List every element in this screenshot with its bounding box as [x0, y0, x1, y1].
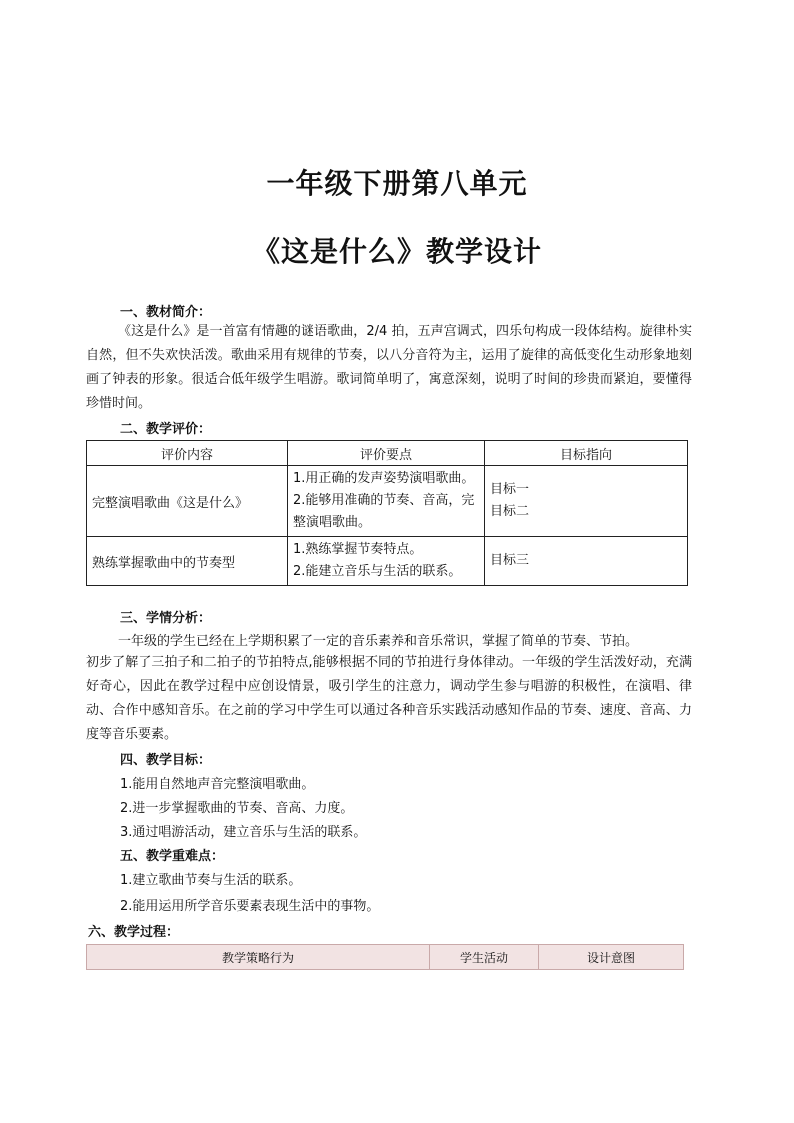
- key-difficulty-item: 2.能用运用所学音乐要素表现生活中的事物。: [120, 899, 380, 914]
- document-title-line2: 《这是什么》教学设计: [251, 235, 542, 268]
- key-difficulty-item: 1.建立歌曲节奏与生活的联系。: [120, 873, 302, 888]
- teaching-goal-item: 3.通过唱游活动，建立音乐与生活的联系。: [120, 825, 367, 840]
- process-header-student-activity: 学生活动: [430, 945, 539, 970]
- evaluation-target: 目标一: [490, 482, 530, 497]
- evaluation-row2-targets: [485, 537, 688, 586]
- section-heading-key-difficulties: 五、教学重难点：: [120, 849, 225, 864]
- section-heading-learner-analysis: 三、学情分析：: [120, 611, 212, 626]
- table-row: [87, 537, 688, 586]
- evaluation-row1-points: [288, 466, 485, 537]
- evaluation-header-points: 评价要点: [288, 441, 485, 466]
- section-heading-evaluation: 二、教学评价：: [120, 422, 212, 437]
- evaluation-row2-points: [288, 537, 485, 586]
- section-heading-teaching-process: 六、教学过程：: [88, 925, 180, 940]
- process-header-strategy: 教学策略行为: [87, 945, 430, 970]
- section-heading-teaching-goals: 四、教学目标：: [120, 753, 212, 768]
- evaluation-point: 2.能建立音乐与生活的联系。: [293, 564, 462, 579]
- evaluation-table: [86, 440, 688, 586]
- evaluation-row2-content: 熟练掌握歌曲中的节奏型: [87, 537, 288, 586]
- evaluation-table-header-row: [87, 441, 688, 466]
- evaluation-point: 1.用正确的发声姿势演唱歌曲。: [293, 471, 475, 486]
- table-row: [87, 466, 688, 537]
- evaluation-header-content: 评价内容: [87, 441, 288, 466]
- teaching-goal-item: 2.进一步掌握歌曲的节奏、音高、力度。: [120, 801, 354, 816]
- evaluation-target: 目标二: [490, 504, 530, 519]
- evaluation-target: 目标三: [490, 553, 530, 568]
- teaching-goal-item: 1.能用自然地声音完整演唱歌曲。: [120, 777, 315, 792]
- process-header-design-intent: 设计意图: [539, 945, 684, 970]
- document-title-line1: 一年级下册第八单元: [266, 167, 528, 200]
- evaluation-row1-content: 完整演唱歌曲《这是什么》: [87, 466, 288, 537]
- evaluation-header-targets: 目标指向: [485, 441, 688, 466]
- evaluation-row1-targets: [485, 466, 688, 537]
- evaluation-point: 2.能够用准确的节奏、音高，完整演唱歌曲。: [293, 493, 475, 530]
- material-intro-paragraph: 《这是什么》是一首富有情趣的谜语歌曲，2/4 拍，五声宫调式，四乐句构成一段体结构。旋律朴实自然，但不失欢快活泼。歌曲采用有规律的节奏，以八分音符为主，运用了旋律的高低变化生动形象地刻画了钟表的形象。很适合低年级学生唱游。歌词简单明了，寓意深刻，说明了时间的珍贵而紧迫，要懂得珍惜时间。: [86, 324, 692, 411]
- evaluation-point: 1.熟练掌握节奏特点。: [293, 542, 423, 557]
- learner-analysis-first-line: 一年级的学生已经在上学期积累了一定的音乐素养和音乐常识，掌握了简单的节奏、节拍。: [118, 634, 639, 649]
- teaching-process-table: [86, 944, 684, 970]
- learner-analysis-paragraph: 初步了解了三拍子和二拍子的节拍特点,能够根据不同的节拍进行身体律动。一年级的学生活泼好动，充满好奇心，因此在教学过程中应创设情景，吸引学生的注意力，调动学生参与唱游的积极性，在演唱、律动、合作中感知音乐。在之前的学习中学生可以通过各种音乐实践活动感知作品的节奏、速度、音高、力度等音乐要素。: [86, 655, 692, 742]
- section-heading-material-intro: 一、教材简介：: [120, 305, 212, 320]
- teaching-process-header-row: [87, 945, 684, 970]
